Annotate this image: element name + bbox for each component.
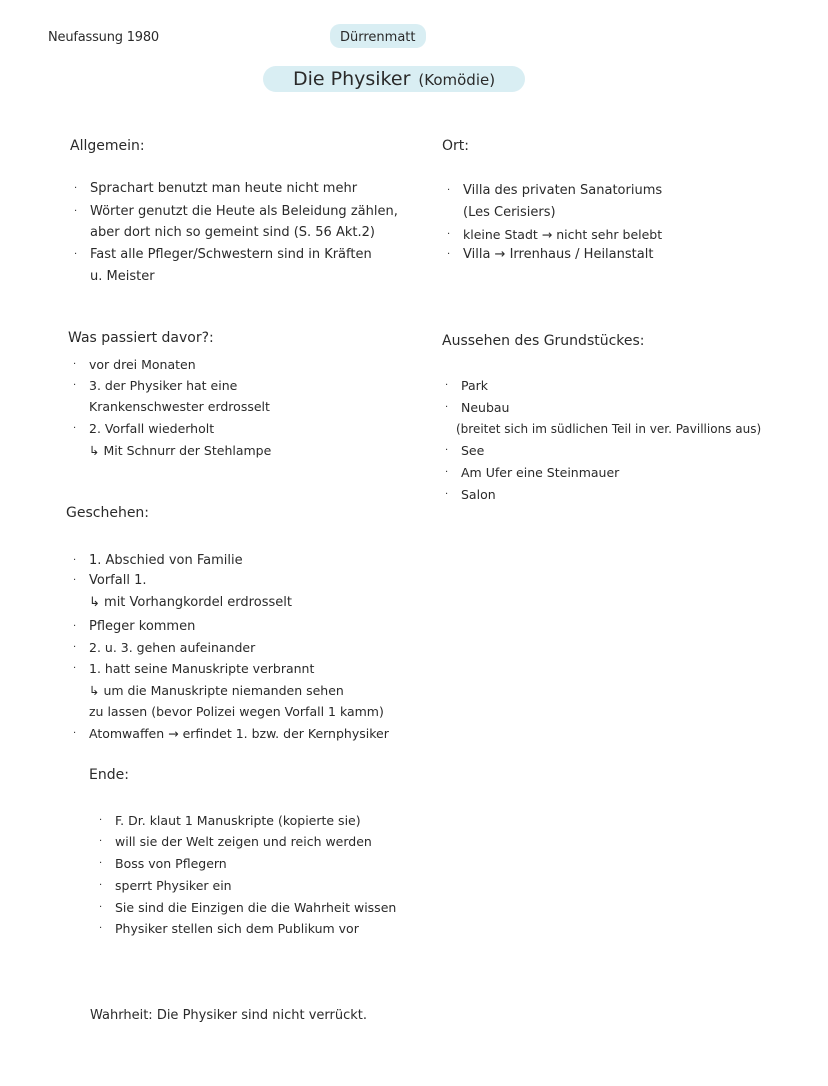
- list-item: · sperrt Physiker ein: [99, 878, 232, 893]
- list-item-continuation: (Les Cerisiers): [463, 205, 556, 220]
- list-item: · Atomwaffen → erfindet 1. bzw. der Kernphysiker: [73, 726, 389, 741]
- list-item-continuation: ↳ um die Manuskripte niemanden sehen: [89, 683, 344, 698]
- list-item: · vor drei Monaten: [73, 357, 196, 372]
- list-item: · Fast alle Pfleger/Schwestern sind in Kräften: [74, 247, 372, 262]
- list-item: · Sie sind die Einzigen die die Wahrheit wissen: [99, 900, 397, 915]
- list-item-continuation: ↳ Mit Schnurr der Stehlampe: [89, 443, 272, 458]
- section-heading-geschehen: Geschehen:: [66, 505, 150, 521]
- list-item: · 1. hatt seine Manuskripte verbrannt: [73, 661, 315, 676]
- list-item-continuation: ↳ mit Vorhangkordel erdrosselt: [89, 595, 292, 610]
- conclusion-text: Die Physiker sind nicht verrückt.: [156, 1008, 368, 1023]
- list-item: · Salon: [445, 487, 496, 502]
- author-highlight: [330, 24, 426, 48]
- section-heading-allgemein: Allgemein:: [70, 138, 145, 154]
- section-heading-grundstueck: Aussehen des Grundstückes:: [442, 333, 645, 349]
- list-item: · 2. Vorfall wiederholt: [73, 421, 215, 436]
- list-item: · F. Dr. klaut 1 Manuskripte (kopierte sie): [99, 813, 361, 828]
- list-item: · kleine Stadt → nicht sehr belebt: [447, 227, 663, 242]
- list-item-continuation: u. Meister: [90, 269, 155, 284]
- version-label: Neufassung 1980: [48, 30, 159, 45]
- list-item: · See: [445, 443, 485, 458]
- section-heading-davor: Was passiert davor?:: [68, 330, 214, 346]
- conclusion-label: Wahrheit:: [90, 1008, 153, 1023]
- conclusion-line: [90, 1005, 367, 1027]
- section-heading-ende: Ende:: [89, 767, 129, 783]
- author-name: Dürrenmatt: [340, 30, 416, 45]
- page-title: [263, 66, 525, 92]
- list-item-continuation: zu lassen (bevor Polizei wegen Vorfall 1 kamm): [89, 704, 384, 719]
- list-item: · 1. Abschied von Familie: [73, 553, 243, 568]
- list-item: · will sie der Welt zeigen und reich werden: [99, 834, 372, 849]
- list-item: · Neubau: [445, 400, 510, 415]
- list-item: · Am Ufer eine Steinmauer: [445, 465, 620, 480]
- list-item: · Boss von Pflegern: [99, 856, 227, 871]
- list-item: · Wörter genutzt die Heute als Beleidung zählen,: [74, 204, 398, 219]
- title-text: Die Physiker: [293, 68, 411, 90]
- list-item: · 3. der Physiker hat eine: [73, 378, 238, 393]
- list-item: · Vorfall 1.: [73, 573, 147, 588]
- list-item: · 2. u. 3. gehen aufeinander: [73, 640, 256, 655]
- list-item: · Physiker stellen sich dem Publikum vor: [99, 921, 359, 936]
- list-item-continuation: aber dort nich so gemeint sind (S. 56 Akt.2): [90, 225, 375, 240]
- section-heading-ort: Ort:: [442, 138, 469, 154]
- list-item: · Villa → Irrenhaus / Heilanstalt: [447, 247, 654, 262]
- title-subtitle: (Komödie): [418, 71, 496, 89]
- list-item-continuation: (breitet sich im südlichen Teil in ver. Pavillions aus): [456, 422, 762, 436]
- list-item-continuation: Krankenschwester erdrosselt: [89, 399, 270, 414]
- list-item: · Park: [445, 378, 489, 393]
- list-item: · Pfleger kommen: [73, 619, 196, 634]
- list-item: · Sprachart benutzt man heute nicht mehr: [74, 181, 358, 196]
- list-item: · Villa des privaten Sanatoriums: [447, 183, 663, 198]
